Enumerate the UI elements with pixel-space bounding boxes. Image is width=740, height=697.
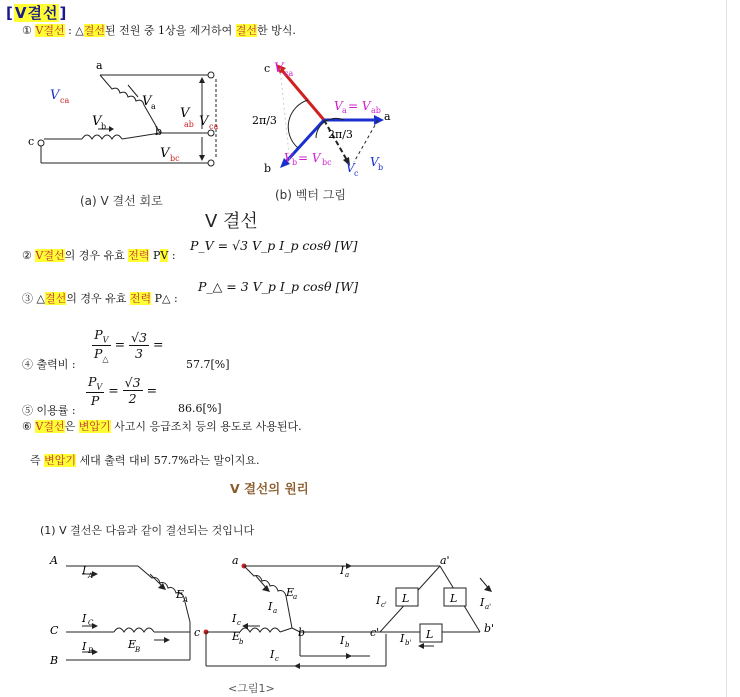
svg-text:a: a: [293, 593, 298, 601]
svg-text:ab: ab: [184, 120, 194, 129]
note-line: 즉 변압기 세대 출력 대비 57.7%라는 말이지요.: [30, 454, 260, 467]
svg-text:I: I: [232, 612, 237, 625]
svg-text:I: I: [270, 648, 275, 661]
node-a-right: a: [232, 554, 239, 567]
v-connection-vector-diagram: [250, 52, 410, 182]
formula-utilization: $\frac{P_V}{P}$ = $\frac{√3}{2}$ =: [88, 374, 158, 408]
svg-text:V: V: [370, 155, 379, 169]
svg-text:b: b: [378, 163, 384, 172]
svg-text:E: E: [232, 630, 241, 643]
terminal-A-label: A: [50, 554, 58, 567]
svg-text:I: I: [82, 612, 87, 625]
svg-text:ca: ca: [209, 122, 219, 131]
utilization-value: 86.6[%]: [178, 402, 222, 415]
svg-text:V: V: [274, 61, 284, 76]
figure-b-caption: (b) 벡터 그림: [275, 188, 346, 202]
item-1: ① V결선 : △결선된 전원 중 1상을 제거하여 결선한 방식.: [22, 24, 296, 37]
svg-text:I: I: [340, 634, 345, 647]
item-6: ⑥ V결선은 변압기 사고시 응급조치 등의 용도로 사용된다.: [22, 420, 302, 433]
svg-text:C: C: [88, 619, 94, 627]
svg-text:c': c': [381, 601, 387, 609]
node-a-prime: a': [440, 554, 450, 567]
node-c-prime: c': [370, 626, 380, 639]
load-L3: L: [426, 628, 434, 641]
svg-text:I: I: [268, 600, 273, 613]
vb-label: V: [92, 114, 102, 129]
vbc-label: V: [160, 146, 170, 161]
item-5-label: ⑤ 이용률 :: [22, 404, 76, 417]
node-b-right: b: [298, 626, 306, 639]
terminal-B-label: B: [50, 654, 59, 667]
svg-text:bc: bc: [170, 154, 180, 163]
load-L2: L: [450, 592, 458, 605]
figure-a-caption: (a) V 결선 회로: [80, 194, 163, 208]
svg-text:B: B: [88, 647, 94, 655]
item-2: ② V결선의 경우 유효 전력 PV :: [22, 249, 176, 262]
v-connection-circuit-diagram: [28, 55, 228, 185]
svg-text:ca: ca: [60, 96, 70, 105]
svg-text:a: a: [345, 571, 350, 579]
svg-text:c: c: [237, 619, 241, 627]
vab-label: V: [180, 106, 190, 121]
vector-a-label: a: [384, 110, 391, 123]
vector-b-label: b: [264, 162, 272, 175]
svg-text:I: I: [376, 594, 381, 607]
svg-text:bc: bc: [322, 158, 332, 167]
node-b-label: b: [155, 125, 163, 138]
vca-left-label: V: [50, 88, 60, 103]
svg-text:b: b: [239, 638, 244, 646]
svg-text:E: E: [176, 588, 185, 601]
svg-text:A: A: [88, 572, 94, 580]
svg-text:I: I: [82, 640, 87, 653]
angle-label-2: 2π/3: [328, 128, 353, 141]
angle-label-1: 2π/3: [252, 114, 277, 127]
svg-text:V: V: [334, 99, 343, 113]
svg-text:b: b: [101, 122, 107, 131]
svg-text:b: b: [292, 158, 298, 167]
figure-1-caption: <그림1>: [228, 682, 275, 695]
vector-c-label: c: [264, 62, 271, 75]
right-edge-divider: [726, 0, 727, 697]
svg-text:E: E: [128, 638, 137, 651]
svg-text:ca: ca: [284, 69, 294, 78]
svg-text:= V: = V: [298, 151, 321, 165]
svg-text:V: V: [284, 151, 293, 165]
node-b-prime: b': [484, 622, 495, 635]
svg-text:B: B: [135, 646, 141, 654]
svg-text:A: A: [183, 596, 189, 604]
svg-text:c: c: [354, 169, 359, 178]
item-4-label: ④ 출력비 :: [22, 358, 76, 371]
svg-text:I: I: [340, 564, 345, 577]
svg-text:a: a: [273, 607, 278, 615]
svg-text:I: I: [82, 564, 87, 577]
svg-text:a': a': [485, 603, 492, 611]
svg-text:ab: ab: [371, 106, 381, 115]
node-c-right: c: [194, 626, 201, 639]
principle-title: V 결선의 원리: [230, 481, 309, 496]
vca-right-label: V: [199, 114, 209, 129]
section-heading: [V결선]: [6, 4, 68, 22]
svg-text:a: a: [342, 106, 347, 115]
svg-text:a: a: [151, 102, 156, 111]
v-connection-center-title: V 결선: [205, 211, 258, 232]
output-ratio-value: 57.7[%]: [186, 358, 230, 371]
svg-text:= V: = V: [348, 99, 371, 113]
load-L1: L: [402, 592, 410, 605]
formula-pv: P_V = √3 V_p I_p cosθ [W]: [190, 238, 358, 253]
svg-text:b: b: [345, 641, 350, 649]
terminal-C-label: C: [50, 624, 59, 637]
principle-intro: (1) V 결선은 다음과 같이 결선되는 것입니다: [40, 524, 255, 537]
formula-pdelta: P_△ = 3 V_p I_p cosθ [W]: [198, 279, 359, 294]
svg-text:V: V: [346, 161, 355, 175]
node-c-label: c: [28, 135, 35, 148]
formula-output-ratio: $\frac{P_V}{P_\triangle}$ = $\frac{√3}{3}$ =: [94, 327, 164, 363]
svg-text:I: I: [400, 632, 405, 645]
svg-text:E: E: [286, 586, 295, 599]
item-3: ③ △결선의 경우 유효 전력 P△ :: [22, 292, 178, 305]
node-a-label: a: [96, 59, 103, 72]
svg-text:I: I: [480, 596, 485, 609]
svg-text:c: c: [275, 655, 279, 663]
figure-1-circuit: [40, 548, 510, 676]
va-label: V: [142, 94, 152, 109]
svg-text:b': b': [405, 639, 412, 647]
